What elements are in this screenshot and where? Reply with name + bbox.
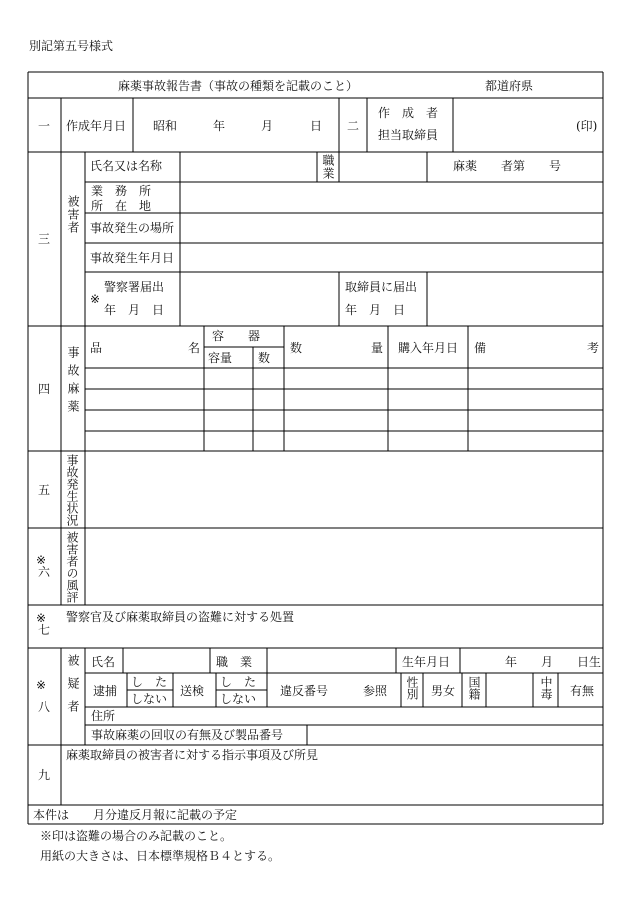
section-3-number: 三	[38, 232, 51, 246]
office-label-1: 業 務 所	[91, 184, 152, 198]
police-report-mark: ※	[90, 292, 101, 306]
inspector-instructions-label: 麻薬取締員の被害者に対する指示事項及び所見	[66, 748, 319, 762]
section-2-number: 二	[347, 119, 360, 133]
license-label: 麻薬 者第 号	[453, 159, 562, 173]
section-6-number: 六	[38, 565, 51, 579]
prosecute-didnot: しない	[220, 692, 257, 706]
sex-label: 性別	[405, 676, 419, 700]
section-8-mark: ※	[36, 678, 47, 692]
note-paper-size: 用紙の大きさは、日本標準規格Ｂ４とする。	[40, 849, 281, 863]
birthdate-label: 生年月日	[402, 655, 451, 669]
accident-situation-label: 事故発生状況	[65, 454, 79, 526]
section-9-number: 九	[38, 768, 51, 782]
birthdate-values: 年 月 日生	[505, 655, 602, 669]
monthly-report-note: 本件は 月分違反月報に記載の予定	[33, 808, 238, 822]
day-label: 日	[310, 119, 323, 133]
accident-place-label: 事故発生の場所	[90, 221, 175, 235]
accident-date-label: 事故発生年月日	[90, 251, 175, 265]
drug-group-label: 事故麻薬	[66, 346, 80, 418]
prosecute-label: 送検	[180, 684, 205, 698]
note-theft-only: ※印は盗難の場合のみ記載のこと。	[40, 829, 233, 843]
address-label: 住所	[91, 709, 116, 723]
reference-label: 参照	[363, 684, 388, 698]
form-label: 別記第五号様式	[29, 39, 114, 53]
author-label: 作 成 者	[378, 106, 439, 120]
suspect-name-label: 氏名	[91, 655, 116, 669]
created-date-label: 作成年月日	[66, 119, 127, 133]
item-name-label-1: 品	[90, 341, 103, 355]
police-measures-label: 警察官及び麻薬取締員の盗難に対する処置	[66, 610, 295, 624]
nationality-label: 国籍	[467, 676, 481, 700]
suspect-group-label: 被疑者	[66, 654, 80, 723]
inspector-report-date: 年 月 日	[345, 303, 406, 317]
form-title: 麻薬事故報告書（事故の種類を記載のこと）	[118, 79, 359, 93]
section-5-number: 五	[38, 483, 51, 497]
inspector-label: 担当取締員	[378, 128, 439, 142]
section-8-number: 八	[38, 700, 51, 714]
prefecture-label: 都道府県	[485, 79, 534, 93]
month-label: 月	[261, 119, 274, 133]
container-label: 容 器	[212, 329, 261, 343]
seal-mark: (印)	[576, 119, 598, 133]
victim-reputation-label: 被害者の風評	[65, 531, 79, 603]
remarks-label-2: 考	[587, 341, 600, 355]
office-label-2: 所 在 地	[91, 199, 152, 213]
arrest-did: し た	[131, 675, 168, 689]
sex-values: 男女	[431, 684, 456, 698]
section-7-number: 七	[38, 623, 51, 637]
arrest-didnot: しない	[131, 692, 168, 706]
occupation-label: 職業	[321, 154, 335, 180]
quantity-label-1: 数	[290, 341, 303, 355]
item-name-label-2: 名	[188, 341, 201, 355]
addiction-label: 中毒	[539, 676, 553, 700]
violation-number-label: 違反番号	[280, 684, 329, 698]
police-report-date: 年 月 日	[104, 303, 165, 317]
police-report-label: 警察署届出	[104, 280, 165, 294]
inspector-report-label: 取締員に届出	[345, 280, 418, 294]
purchase-date-label: 購入年月日	[398, 341, 459, 355]
addiction-yesno: 有無	[570, 684, 595, 698]
section-4-number: 四	[38, 382, 51, 396]
section-6-mark: ※	[36, 553, 47, 567]
quantity-label-2: 量	[371, 341, 384, 355]
era-label: 昭和	[153, 119, 178, 133]
section-7-mark: ※	[36, 611, 47, 625]
remarks-label-1: 備	[474, 341, 487, 355]
suspect-occupation-label: 職 業	[216, 655, 253, 669]
capacity-label: 容量	[208, 351, 233, 365]
section-1-number: 一	[38, 119, 51, 133]
count-label: 数	[258, 351, 271, 365]
name-label: 氏名又は名称	[90, 159, 163, 173]
year-label: 年	[213, 119, 226, 133]
prosecute-did: し た	[220, 675, 257, 689]
victim-group-label: 被害者	[66, 195, 80, 234]
arrest-label: 逮捕	[93, 684, 118, 698]
drug-recovery-label: 事故麻薬の回収の有無及び製品番号	[91, 728, 284, 742]
